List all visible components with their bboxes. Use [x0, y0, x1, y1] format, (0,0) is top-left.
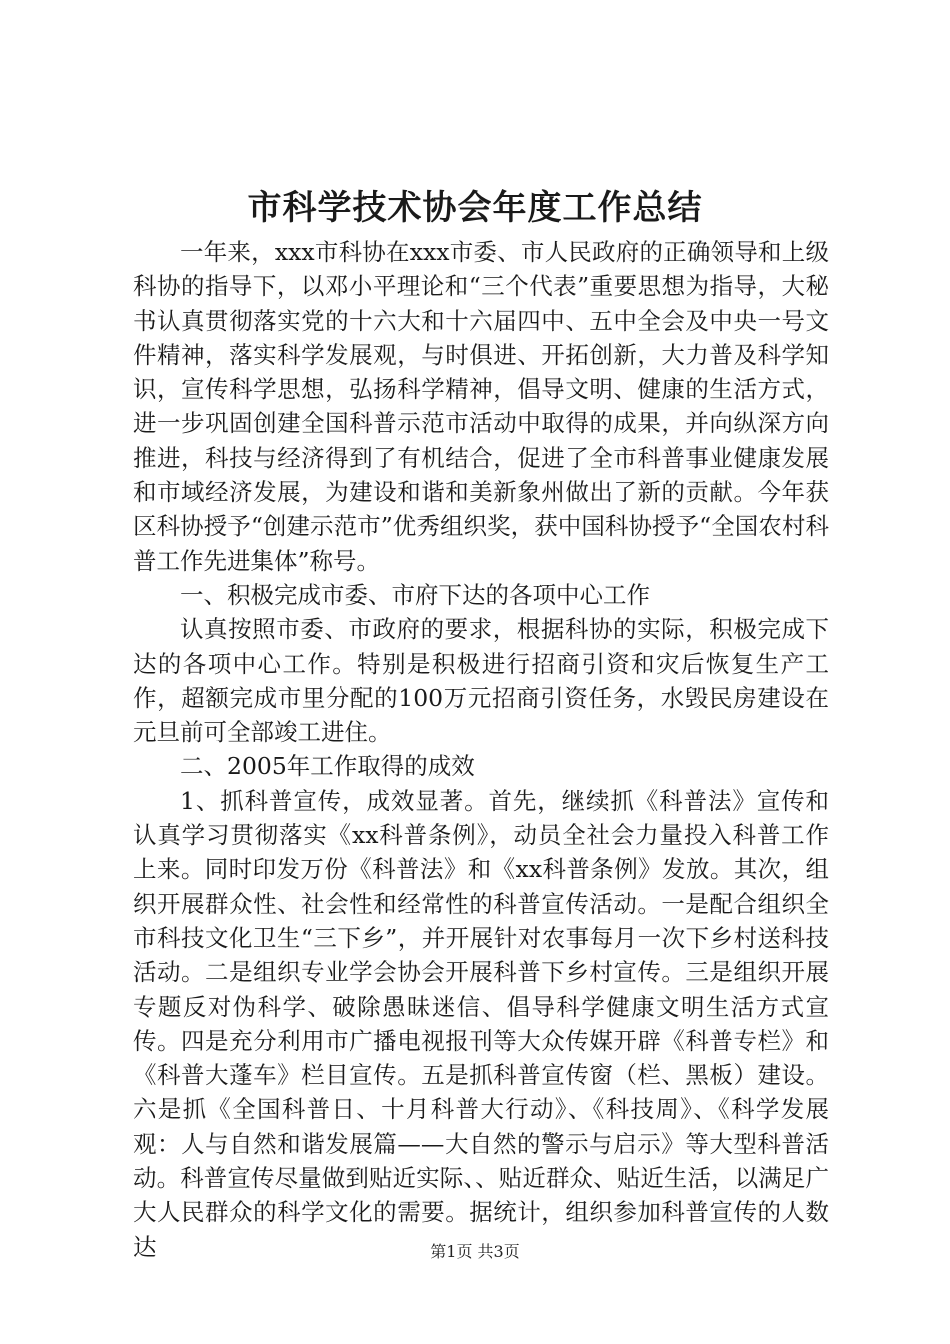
page-footer: 第1页 共3页	[430, 1242, 520, 1261]
section-heading-2: 二、2005年工作取得的成效	[180, 752, 475, 781]
document-body	[133, 235, 829, 1264]
section-heading-1: 一、积极完成市委、市府下达的各项中心工作	[180, 580, 650, 609]
document-title: 市科学技术协会年度工作总结	[247, 188, 703, 228]
paragraph-intro: 一年来，xxx市科协在xxx市委、市人民政府的正确领导和上级科协的指导下，以邓小平理论和“三个代表”重要思想为指导，大秘书认真贯彻落实党的十六大和十六届四中、五中全会及中央一号文件精神，落实科学发展观，与时俱进、开拓创新，大力普及科学知识，宣传科学思想，弘扬科学精神，倡导文明、健康的生活方式，进一步巩固创建全国科普示范市活动中取得的成果，并向纵深方向推进，科技与经济得到了有机结合，促进了全市科普事业健康发展和市域经济发展，为建设和谐和美新象州做出了新的贡献。今年获区科协授予“创建示范市”优秀组织奖，获中国科协授予“全国农村科普工作先进集体”称号。	[133, 238, 829, 575]
paragraph-section-2-item-1: 1、抓科普宣传，成效显著。首先，继续抓《科普法》宣传和认真学习贯彻落实《xx科普条例》，动员全社会力量投入科普工作上来。同时印发万份《科普法》和《xx科普条例》发放。其次，组织开展群众性、社会性和经常性的科普宣传活动。一是配合组织全市科技文化卫生“三下乡”，并开展针对农事每月一次下乡村送科技活动。二是组织专业学会协会开展科普下乡村宣传。三是组织开展专题反对伪科学、破除愚昧迷信、倡导科学健康文明生活方式宣传。四是充分利用市广播电视报刊等大众传媒开辟《科普专栏》和《科普大蓬车》栏目宣传。五是抓科普宣传窗（栏、黑板）建设。六是抓《全国科普日、十月科普大行动》、《科技周》、《科学发展观：人与自然和谐发展篇——大自然的警示与启示》等大型科普活动。科普宣传尽量做到贴近实际、、贴近群众、贴近生活，以满足广大人民群众的科学文化的需要。据统计，组织参加科普宣传的人数达	[133, 786, 829, 1261]
paragraph-section-1: 认真按照市委、市政府的要求，根据科协的实际，积极完成下达的各项中心工作。特别是积极进行招商引资和灾后恢复生产工作，超额完成市里分配的100万元招商引资任务，水毁民房建设在元旦前可全部竣工进住。	[133, 615, 829, 747]
